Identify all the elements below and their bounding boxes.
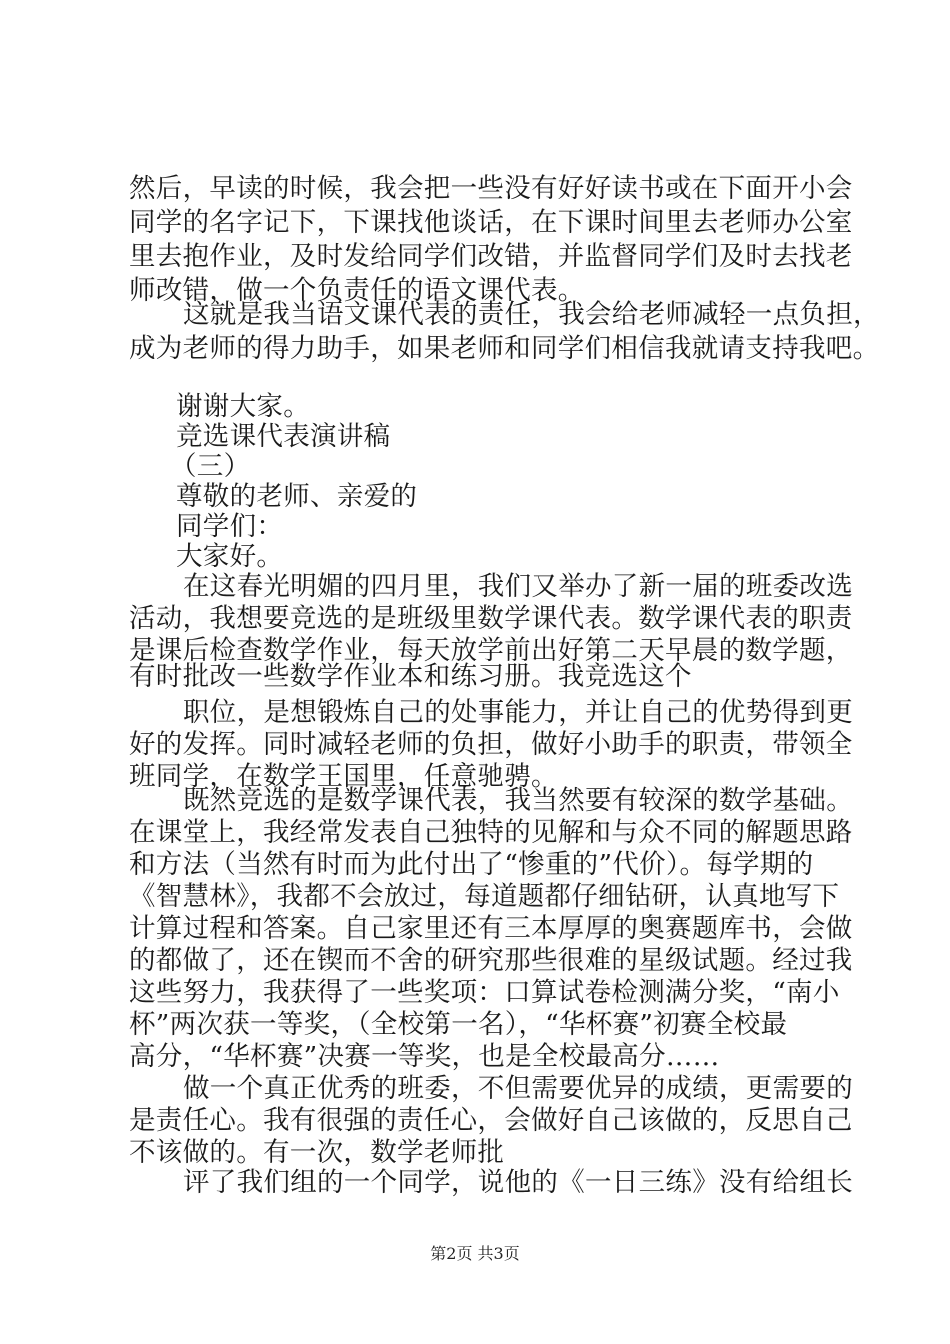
text-line: 和方法（当然有时而为此付出了“惨重的”代价）。每学期的 xyxy=(129,849,814,880)
text-line: 班同学，在数学王国里，任意驰骋。 xyxy=(129,761,558,792)
text-line: 同学的名字记下，下课找他谈话，在下课时间里去老师办公室 xyxy=(129,207,853,238)
text-line: 在课堂上，我经常发表自己独特的见解和与众不同的解题思路 xyxy=(129,817,853,848)
text-line: 《智慧林》，我都不会放过，每道题都仔细钻研，认真地写下 xyxy=(129,881,840,912)
text-line: 在这春光明媚的四月里，我们又举办了新一届的班委改选 xyxy=(183,571,853,602)
text-line: 这就是我当语文课代表的责任，我会给老师减轻一点负担， xyxy=(183,299,880,330)
text-line: 然后，早读的时候，我会把一些没有好好读书或在下面开小会 xyxy=(129,173,853,204)
text-line: 既然竞选的是数学课代表，我当然要有较深的数学基础。 xyxy=(183,785,853,816)
text-line: 师改错，做一个负责任的语文课代表。 xyxy=(129,275,585,306)
text-line: 里去抱作业，及时发给同学们改错，并监督同学们及时去找老 xyxy=(129,241,853,272)
text-line: 高分，“华杯赛”决赛一等奖，也是全校最高分…… xyxy=(129,1041,720,1072)
text-line: 是责任心。我有很强的责任心，会做好自己该做的，反思自己 xyxy=(129,1105,853,1136)
text-line: 是课后检查数学作业，每天放学前出好第二天早晨的数学题， xyxy=(129,635,853,666)
text-line: 杯”两次获一等奖，（全校第一名），“华杯赛”初赛全校最 xyxy=(129,1009,788,1040)
text-line: 竞选课代表演讲稿 xyxy=(176,421,391,452)
page-number-footer: 第2页 共3页 xyxy=(430,1244,520,1263)
text-line: 的都做了，还在锲而不舍的研究那些很难的星级试题。经过我 xyxy=(129,945,853,976)
text-line: 同学们： xyxy=(176,511,284,542)
text-line: 做一个真正优秀的班委，不但需要优异的成绩，更需要的 xyxy=(183,1073,853,1104)
text-line: （三） xyxy=(170,451,251,482)
text-line: 活动，我想要竞选的是班级里数学课代表。数学课代表的职责 xyxy=(129,603,853,634)
text-line: 职位，是想锻炼自己的处事能力，并让自己的优势得到更 xyxy=(183,697,853,728)
text-line: 计算过程和答案。自己家里还有三本厚厚的奥赛题库书，会做 xyxy=(129,913,853,944)
text-line: 不该做的。有一次，数学老师批 xyxy=(129,1137,505,1168)
text-line: 好的发挥。同时减轻老师的负担，做好小助手的职责，带领全 xyxy=(129,729,853,760)
text-line: 评了我们组的一个同学，说他的《一日三练》没有给组长 xyxy=(183,1167,853,1198)
text-line: 成为老师的得力助手，如果老师和同学们相信我就请支持我吧。 xyxy=(129,333,880,364)
text-line: 这些努力，我获得了一些奖项：口算试卷检测满分奖，“南小 xyxy=(129,977,840,1008)
text-line: 大家好。 xyxy=(176,541,284,572)
text-line: 尊敬的老师、亲爱的 xyxy=(176,481,418,512)
text-line: 有时批改一些数学作业本和练习册。我竞选这个 xyxy=(129,661,692,692)
text-line: 谢谢大家。 xyxy=(176,391,310,422)
